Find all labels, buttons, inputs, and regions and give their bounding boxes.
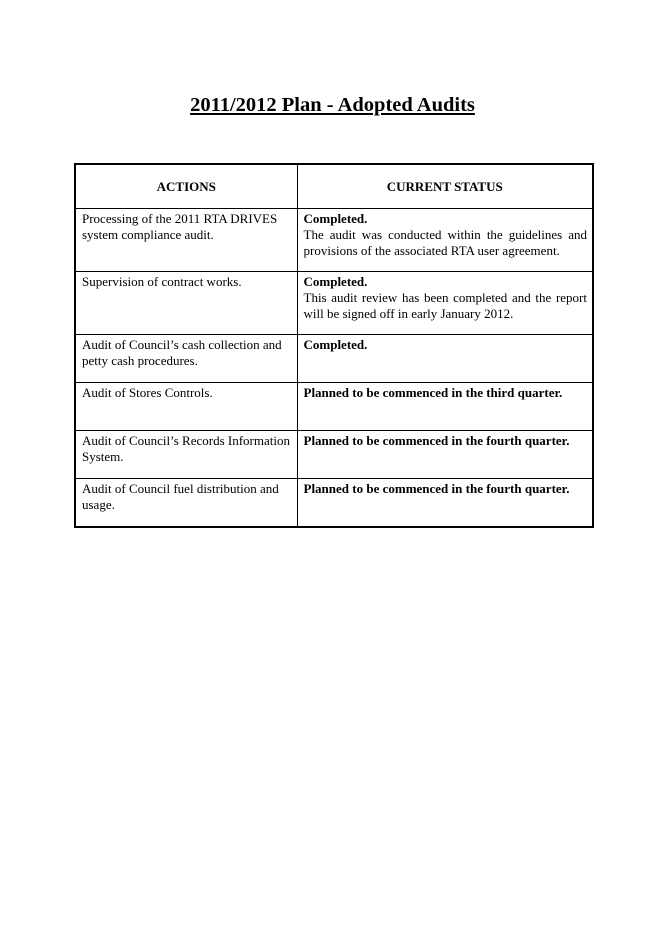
action-cell: Supervision of contract works. bbox=[75, 272, 297, 335]
action-cell: Audit of Council fuel distribution and usage. bbox=[75, 479, 297, 528]
action-cell: Audit of Council’s cash collection and petty cash procedures. bbox=[75, 335, 297, 383]
status-heading: Planned to be commenced in the fourth quarter. bbox=[303, 433, 570, 448]
status-heading: Completed. bbox=[303, 274, 368, 289]
status-heading: Completed. bbox=[303, 211, 368, 226]
table-row bbox=[75, 209, 593, 272]
status-detail: This audit review has been completed and the report will be signed off in early January 2012. bbox=[303, 290, 587, 321]
actions-column-header: ACTIONS bbox=[75, 164, 297, 209]
status-cell bbox=[297, 479, 593, 528]
status-heading: Planned to be commenced in the fourth quarter. bbox=[303, 481, 570, 496]
table-row bbox=[75, 431, 593, 479]
action-cell: Processing of the 2011 RTA DRIVES system compliance audit. bbox=[75, 209, 297, 272]
status-cell bbox=[297, 272, 593, 335]
page-title: 2011/2012 Plan - Adopted Audits bbox=[190, 94, 475, 116]
current-status-column-header: CURRENT STATUS bbox=[297, 164, 593, 209]
status-cell bbox=[297, 431, 593, 479]
audits-table bbox=[74, 163, 594, 528]
status-cell bbox=[297, 335, 593, 383]
table-row bbox=[75, 335, 593, 383]
status-cell bbox=[297, 383, 593, 431]
status-heading: Completed. bbox=[303, 337, 368, 352]
table-header-row bbox=[75, 164, 593, 209]
status-heading: Planned to be commenced in the third quarter. bbox=[303, 385, 563, 400]
status-detail: The audit was conducted within the guidelines and provisions of the associated RTA user agreement. bbox=[303, 227, 587, 258]
table-row bbox=[75, 272, 593, 335]
action-cell: Audit of Council’s Records Information System. bbox=[75, 431, 297, 479]
action-cell: Audit of Stores Controls. bbox=[75, 383, 297, 431]
table-row bbox=[75, 479, 593, 528]
table-row bbox=[75, 383, 593, 431]
status-cell bbox=[297, 209, 593, 272]
